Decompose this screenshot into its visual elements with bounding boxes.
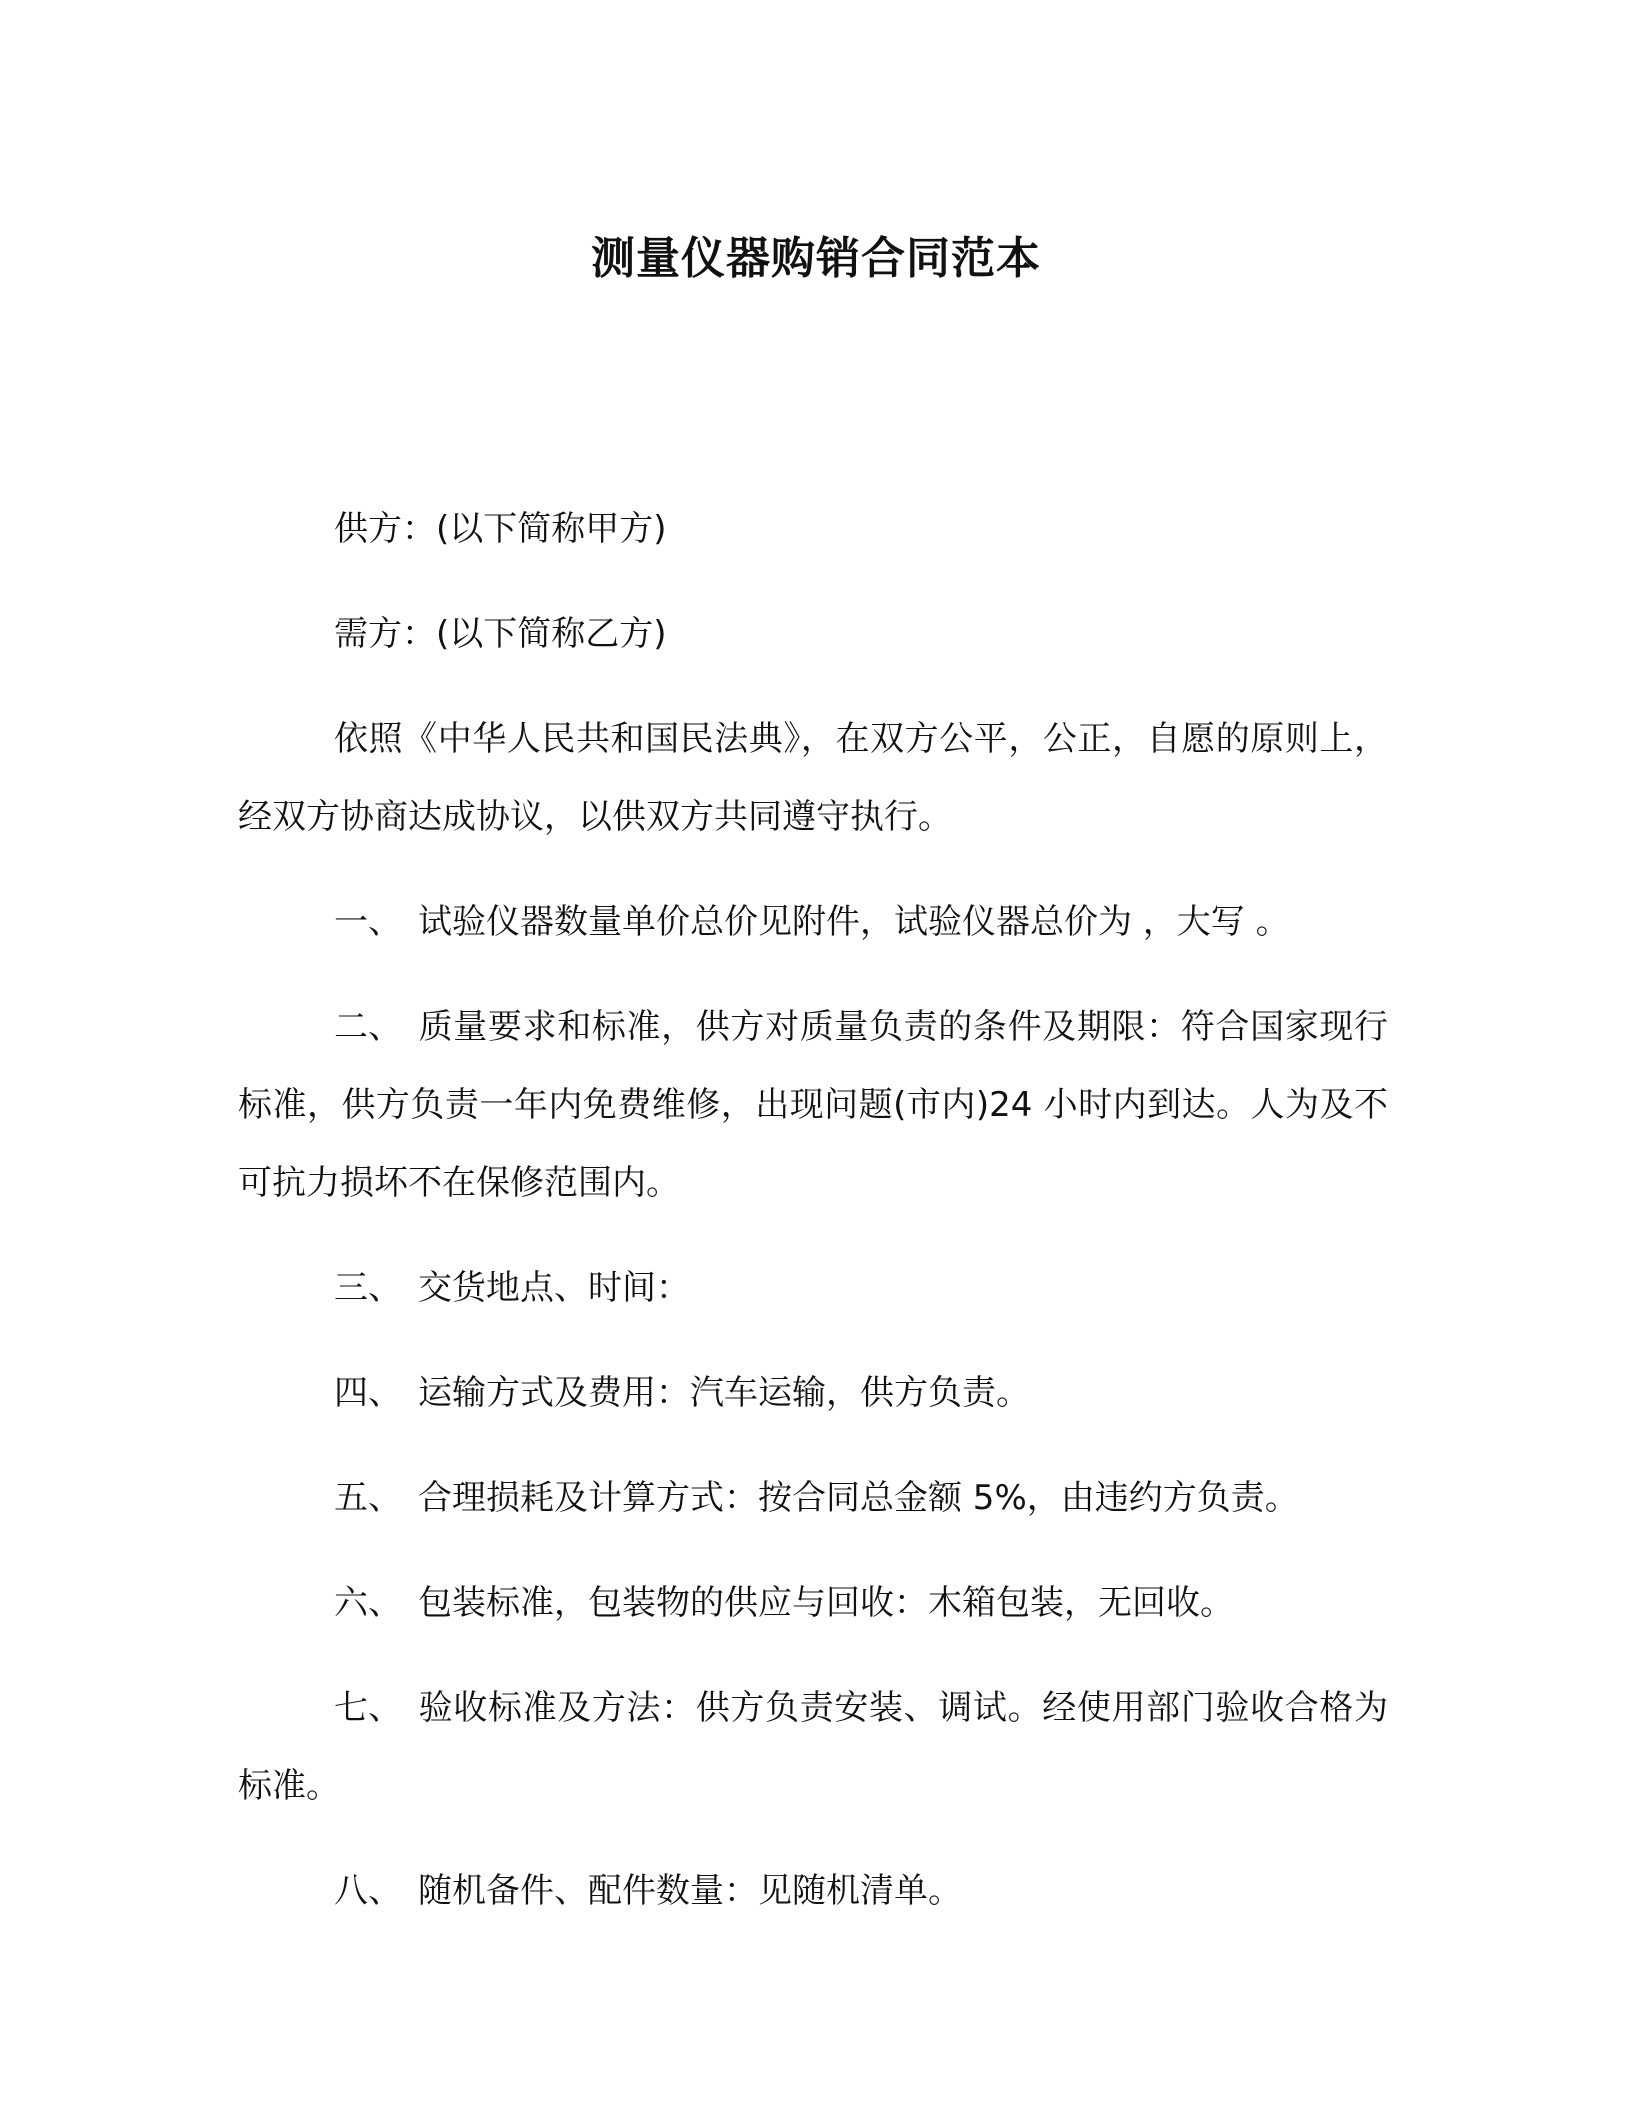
clause-text: 试验仪器数量单价总价见附件，试验仪器总价为 ，大写 。 (418, 902, 1290, 942)
clause-number: 一、 (334, 902, 402, 942)
clause-number: 四、 (334, 1373, 402, 1413)
clause-number: 三、 (334, 1268, 402, 1308)
clause-6 (238, 1564, 1388, 1642)
clause-5 (238, 1459, 1388, 1537)
document-title: 测量仪器购销合同范本 (591, 233, 1041, 284)
clause-text: 验收标准及方法：供方负责安装、调试。经使用部门验收合格为标准。 (238, 1688, 1388, 1806)
clause-text: 合理损耗及计算方式：按合同总金额 5%，由违约方负责。 (418, 1478, 1299, 1518)
clause-text: 交货地点、时间： (418, 1268, 690, 1308)
clause-text: 随机备件、配件数量：见随机清单。 (418, 1871, 962, 1911)
clause-number: 七、 (334, 1688, 402, 1728)
clause-2 (238, 988, 1388, 1222)
clause-4 (238, 1354, 1388, 1432)
clause-1 (238, 883, 1388, 961)
clause-number: 五、 (334, 1478, 402, 1518)
preamble-paragraph: 依照《中华人民共和国民法典》，在双方公平，公正，自愿的原则上，经双方协商达成协议，以供双方共同遵守执行。 (238, 719, 1388, 837)
clause-text: 运输方式及费用：汽车运输，供方负责。 (418, 1373, 1030, 1413)
clause-text: 质量要求和标准，供方对质量负责的条件及期限：符合国家现行标准，供方负责一年内免费维修，出现问题(市内)24 小时内到达。人为及不可抗力损坏不在保修范围内。 (238, 1007, 1388, 1203)
supplier-line: 供方：(以下简称甲方) (334, 509, 667, 549)
clause-number: 八、 (334, 1871, 402, 1911)
clause-number: 二、 (334, 1007, 402, 1047)
clause-number: 六、 (334, 1583, 402, 1623)
clause-7 (238, 1669, 1388, 1825)
buyer-line: 需方：(以下简称乙方) (334, 614, 667, 654)
document-body (238, 490, 1388, 1957)
clause-text: 包装标准，包装物的供应与回收：木箱包装，无回收。 (418, 1583, 1234, 1623)
clause-3 (238, 1249, 1388, 1327)
clause-8 (238, 1852, 1388, 1930)
